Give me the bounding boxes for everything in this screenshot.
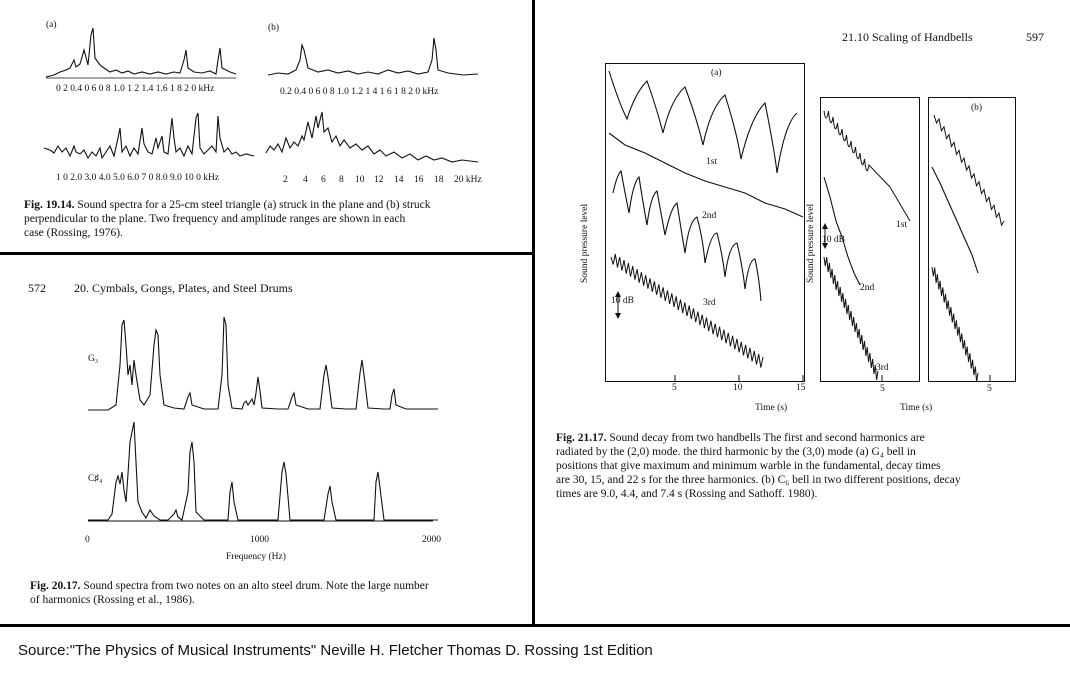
x-tick-a-10: 10 (733, 383, 743, 393)
running-head-right: 21.10 Scaling of Handbells (842, 30, 973, 44)
spectrum-b-top (268, 20, 478, 80)
decay-panel-b (928, 97, 1016, 383)
label-c4: C♯₄ (88, 474, 103, 484)
db-label-a: 10 dB (611, 296, 634, 306)
label-2nd-a: 2nd (702, 211, 717, 221)
label-1st-mid: 1st (896, 220, 908, 230)
x-tick-a-15: 15 (796, 383, 806, 393)
decay-panel-a (605, 63, 805, 383)
x-tick-1000: 1000 (250, 535, 269, 545)
caption-19-14: Fig. 19.14. Sound spectra for a 25-cm steel triangle (a) struck in the plane and (b) struck perpendicular to the plane. Two frequency and amplitude ranges are shown in each case (Rossing, 1976). (24, 199, 431, 239)
ylabel-left: Sound pressure level (580, 203, 590, 283)
x-tick-0: 0 (85, 535, 90, 545)
b-top-ticks: 0.2 0.4 0 6 0 8 1.0 1.2 1 4 1 6 1 8 2 0 kHz (280, 87, 439, 97)
caption-21-17: Fig. 21.17. Sound decay from two handbells The first and second harmonics are radiated by the (2,0) mode. the third harmonic by the (3,0) mode (a) G₄ bell in positions that give maximum and minimum warble in the fundamental, decay times are 30, 15, and 22 s for the three harmonics. (b) C₆ bell in two different positions, decay times are 9.0, 4.4, and 7.4 s (Rossing and Sathoff. 1980). (556, 432, 961, 500)
panel-a-label: (a) (46, 20, 57, 30)
spectrum-g3 (88, 305, 438, 415)
page-number-572: 572 (28, 281, 46, 295)
label-3rd-a: 3rd (703, 298, 716, 308)
ylabel-mid: Sound pressure level (806, 203, 816, 283)
label-3rd-mid: 3rd (876, 363, 889, 373)
x-tick-a-5: 5 (672, 383, 677, 393)
divider-left-horizontal (0, 252, 534, 255)
panel-b-label-right: (b) (971, 103, 983, 113)
xlabel-frequency: Frequency (Hz) (226, 552, 286, 562)
divider-bottom (0, 624, 1070, 627)
page-number-597: 597 (1026, 30, 1044, 44)
spectrum-c4 (88, 402, 438, 522)
label-1st-a: 1st (706, 157, 718, 167)
panel-a-label-right: (a) (711, 68, 722, 78)
spectrum-b-bottom (266, 108, 478, 168)
label-g3: G₃ (88, 354, 99, 364)
xlabel-time-a: Time (s) (755, 403, 788, 413)
label-2nd-mid: 2nd (860, 283, 875, 293)
a-bottom-ticks: 1 0 2.0 3.0 4.0 5.0 6.0 7 0 8.0 9.0 10 0 kHz (56, 173, 220, 183)
x-tick-mid-5: 5 (880, 384, 885, 394)
source-citation: Source:"The Physics of Musical Instruments" Neville H. Fletcher Thomas D. Rossing 1st Edition (18, 642, 653, 659)
divider-vertical (532, 0, 535, 624)
spectrum-a-bottom (44, 108, 254, 168)
running-head-left: 20. Cymbals, Gongs, Plates, and Steel Drums (74, 281, 293, 295)
x-tick-2000: 2000 (422, 535, 441, 545)
a-top-ticks: 0 2 0.4 0 6 0 8 1.0 1 2 1.4 1.6 1 8 2 0 kHz (56, 84, 215, 94)
caption-20-17: Fig. 20.17. Sound spectra from two notes on an alto steel drum. Note the large number of harmonics (Rossing et al., 1986). (30, 580, 429, 606)
x-tick-b-5: 5 (987, 384, 992, 394)
spectrum-a-top (46, 20, 236, 80)
panel-b-label: (b) (268, 23, 280, 33)
xlabel-time-b: Time (s) (900, 403, 933, 413)
db-label-mid: 10 dB (822, 235, 845, 245)
